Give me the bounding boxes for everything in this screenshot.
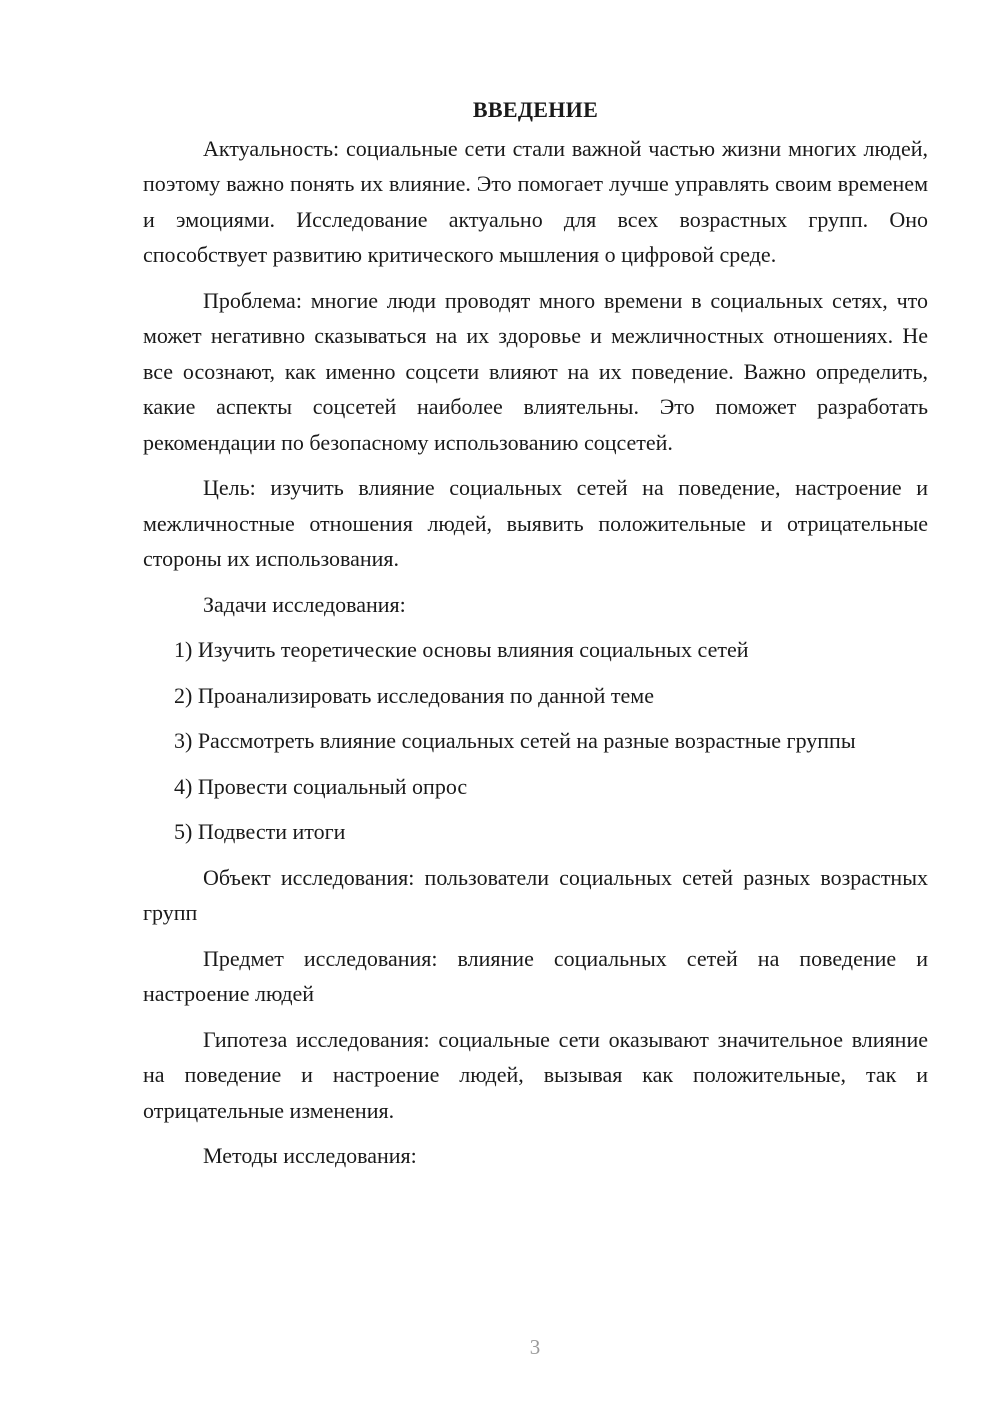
problem-paragraph: Проблема: многие люди проводят много времени в социальных сетях, что может негативно сказываться на их здоровье и межличностных отношениях. Не все осознают, как именно соцсети влияют на их поведение. Важно определить, какие аспекты соцсетей наиболее влиятельны. Это поможет разработать рекомендации по безопасному использованию соцсетей. <box>143 287 928 455</box>
task-item: 5) Подвести итоги <box>174 819 346 844</box>
subject-paragraph: Предмет исследования: влияние социальных сетей на поведение и настроение людей <box>143 945 928 1006</box>
relevance-paragraph: Актуальность: социальные сети стали важной частью жизни многих людей, поэтому важно понять их влияние. Это помогает лучше управлять своим временем и эмоциями. Исследование актуально для всех возрастных групп. Оно способствует развитию критического мышления о цифровой среде. <box>143 135 928 267</box>
task-item: 4) Провести социальный опрос <box>174 773 468 799</box>
tasks-title: Задачи исследования: <box>203 591 406 617</box>
page-number: 3 <box>529 1335 541 1359</box>
hypothesis-paragraph: Гипотеза исследования: социальные сети оказывают значительное влияние на поведение и настроение людей, вызывая как положительные, так и отрицательные изменения. <box>143 1026 928 1123</box>
tasks-list <box>143 632 928 850</box>
task-item: 2) Проанализировать исследования по данной теме <box>174 682 654 708</box>
object-paragraph: Объект исследования: пользователи социальных сетей разных возрастных групп <box>143 864 928 925</box>
task-item: 1) Изучить теоретические основы влияния социальных сетей <box>174 637 749 662</box>
goal-paragraph: Цель: изучить влияние социальных сетей на поведение, настроение и межличностные отношения людей, выявить положительные и отрицательные стороны их использования. <box>143 475 928 571</box>
page-heading: ВВЕДЕНИЕ <box>472 97 599 122</box>
methods-title: Методы исследования: <box>203 1143 417 1168</box>
page-content <box>143 92 928 1184</box>
task-item: 3) Рассмотреть влияние социальных сетей на разные возрастные группы <box>174 728 856 753</box>
